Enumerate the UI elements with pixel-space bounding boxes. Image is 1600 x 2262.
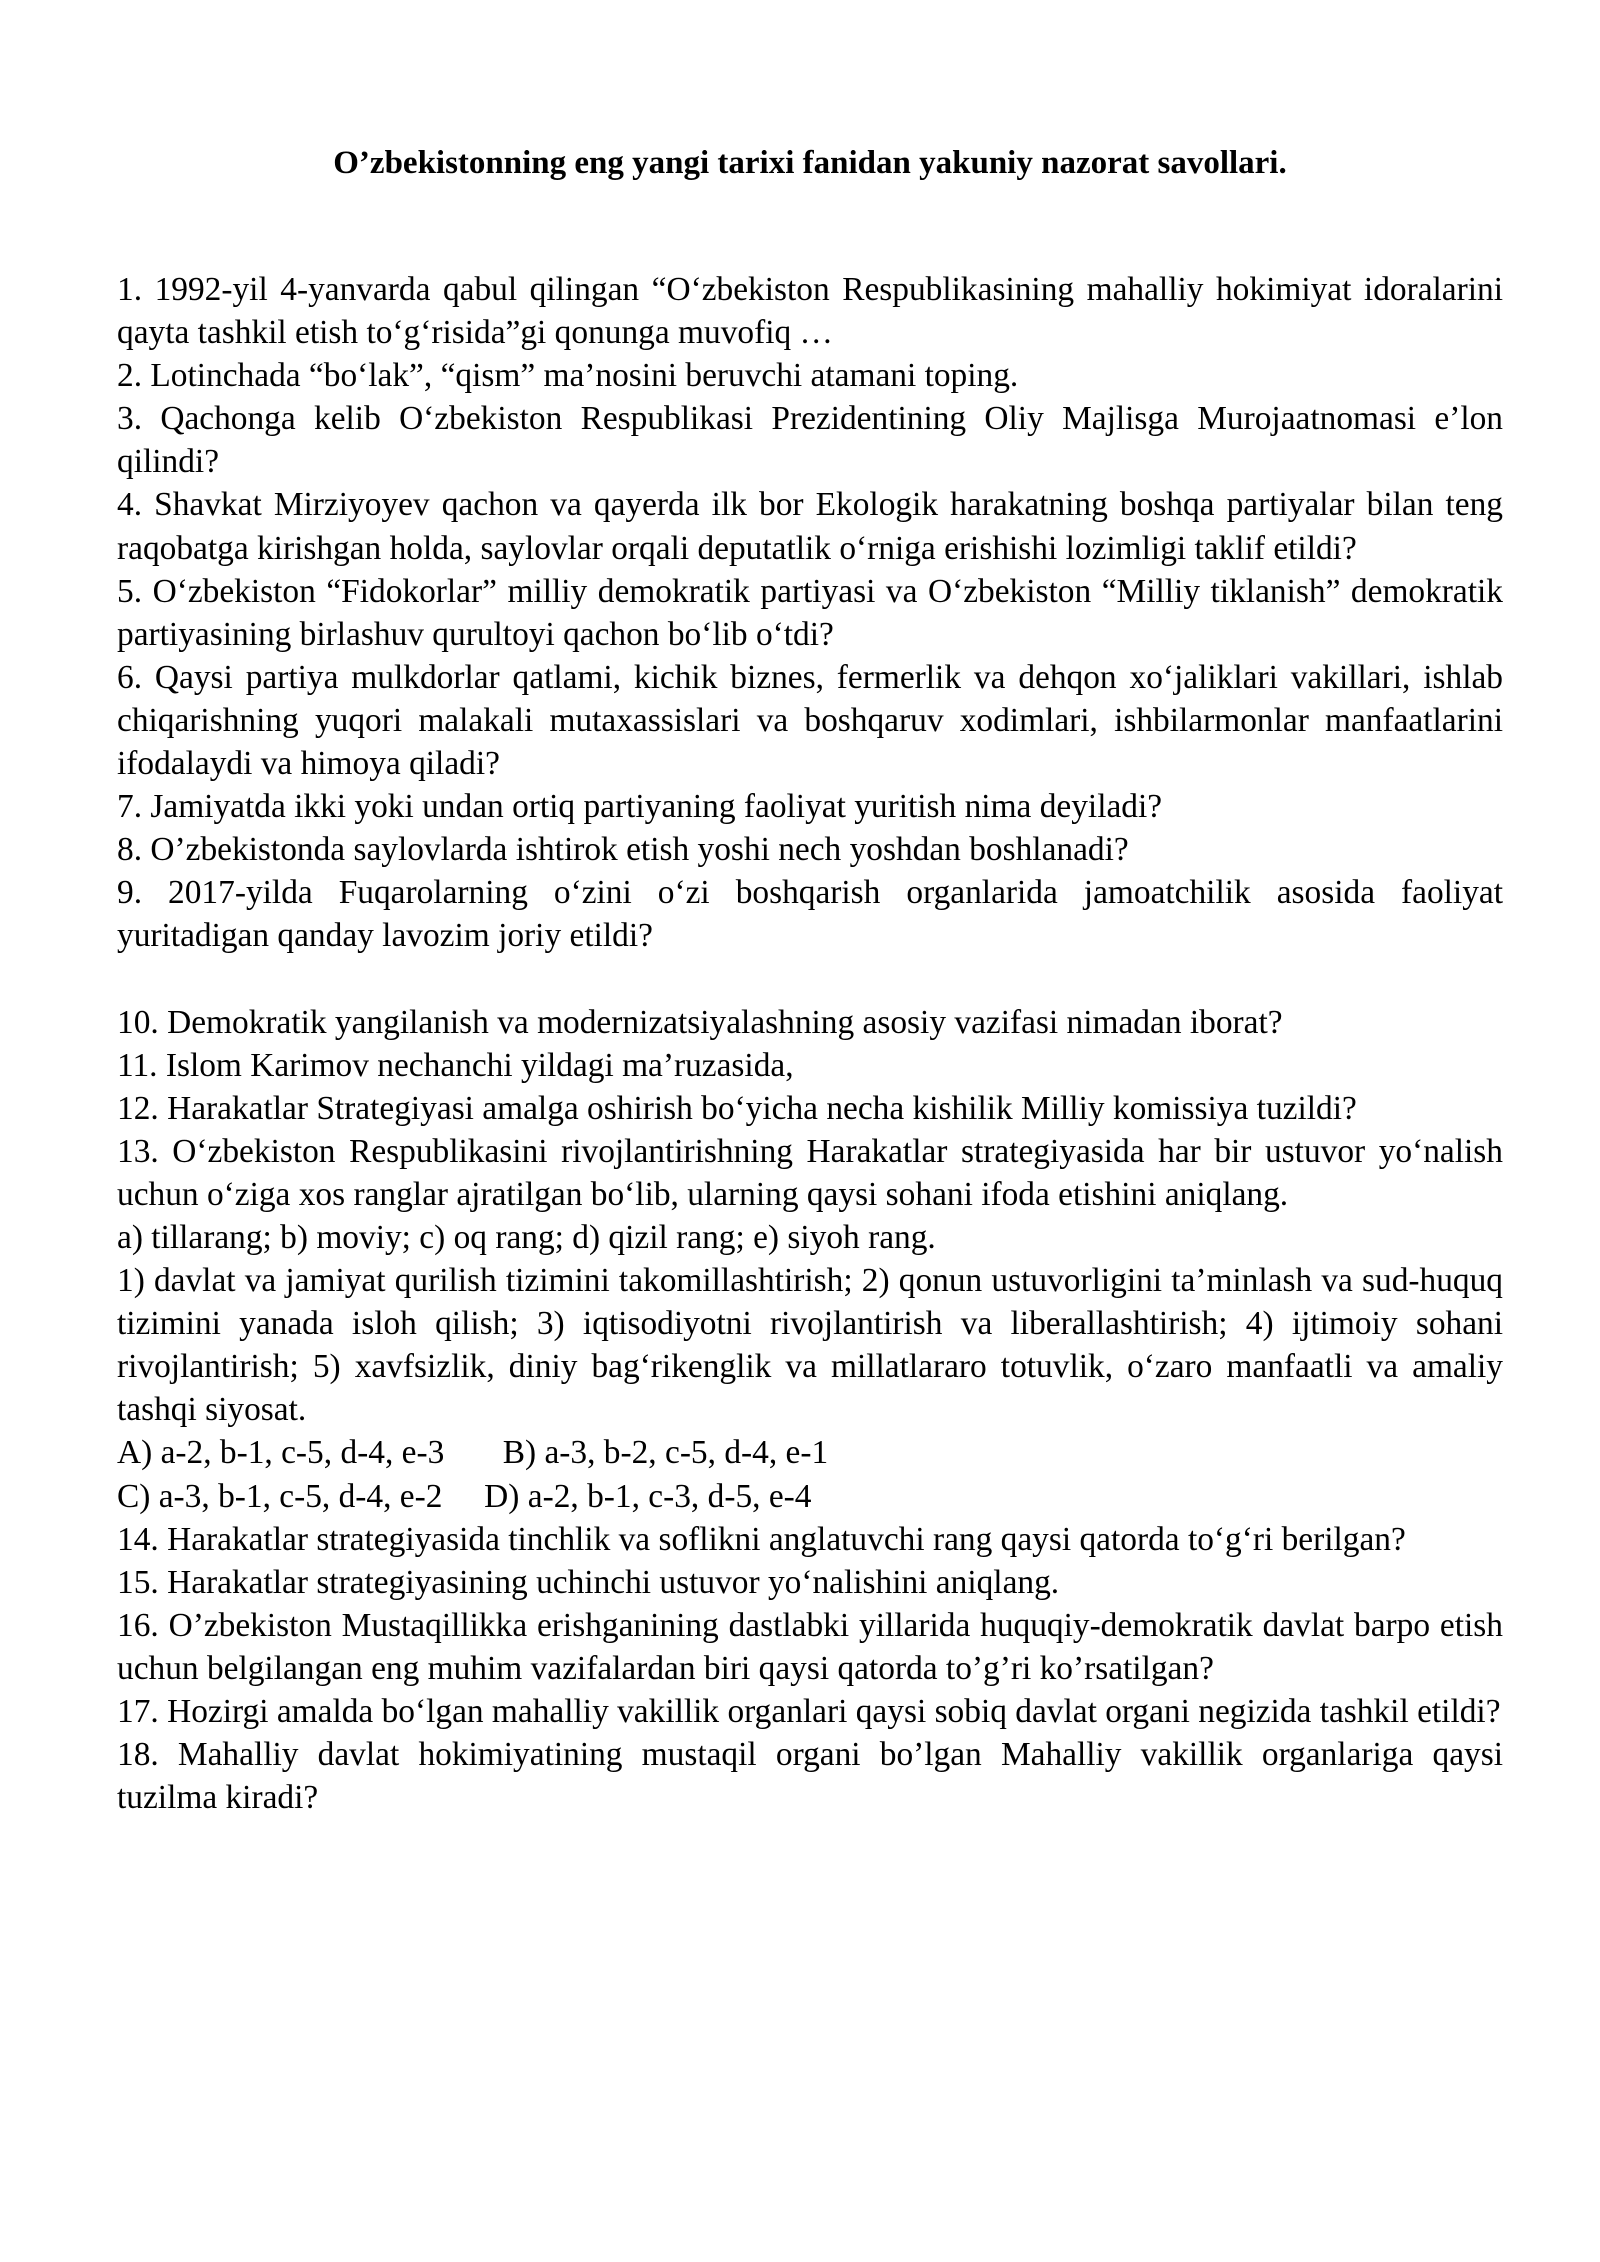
question-4: 4. Shavkat Mirziyoyev qachon va qayerda ilk bor Ekologik harakatning boshqa partiyalar bilan teng raqobatga kirishgan holda, saylovlar orqali deputatlik o‘rniga erishishi lozimligi taklif etildi? xyxy=(117,486,1503,567)
question-18: 18. Mahalliy davlat hokimiyatining mustaqil organi bo’lgan Mahalliy vakillik organlariga qaysi tuzilma kiradi? xyxy=(117,1736,1503,1817)
questions-list xyxy=(117,268,1503,1819)
question-14: 14. Harakatlar strategiyasida tinchlik va soflikni anglatuvchi rang qaysi qatorda to‘g‘ri berilgan? xyxy=(117,1520,1406,1558)
question-6: 6. Qaysi partiya mulkdorlar qatlami, kichik biznes, fermerlik va dehqon xo‘jaliklari vakillari, ishlab chiqarishning yuqori malakali mutaxassislari va boshqaruv xodimlari, ishbilarmonlar manfaatlarini ifodalaydi va himoya qiladi? xyxy=(117,658,1503,783)
question-15: 15. Harakatlar strategiyasining uchinchi ustuvor yo‘nalishini aniqlang. xyxy=(117,1563,1060,1601)
question-8: 8. O’zbekistonda saylovlarda ishtirok etish yoshi nech yoshdan boshlanadi? xyxy=(117,831,1129,869)
question-9: 9. 2017-yilda Fuqarolarning o‘zini o‘zi boshqarish organlarida jamoatchilik asosida faoliyat yuritadigan qanday lavozim joriy etildi? xyxy=(117,874,1503,955)
question-3: 3. Qachonga kelib O‘zbekiston Respublikasi Prezidentining Oliy Majlisga Murojaatnomasi e’lon qilindi? xyxy=(117,400,1503,481)
question-13: 13. O‘zbekiston Respublikasini rivojlantirishning Harakatlar strategiyasida har bir ustuvor yo‘nalish uchun o‘ziga xos ranglar ajratilgan bo‘lib, ularning qaysi sohani ifoda etishini aniqlang. xyxy=(117,1132,1503,1213)
question-13-colors: a) tillarang; b) moviy; c) oq rang; d) qizil rang; e) siyoh rang. xyxy=(117,1218,936,1256)
question-16: 16. O’zbekiston Mustaqillikka erishganining dastlabki yillarida huquqiy-demokratik davlat barpo etish uchun belgilangan eng muhim vazifalardan biri qaysi qatorda to’g’ri ko’rsatilgan? xyxy=(117,1606,1503,1687)
question-2: 2. Lotinchada “bo‘lak”, “qism” ma’nosini beruvchi atamani toping. xyxy=(117,357,1019,395)
question-13-options-ab: A) a-2, b-1, c-5, d-4, e-3 B) a-3, b-2, c-5, d-4, e-1 xyxy=(117,1434,829,1472)
question-5: 5. O‘zbekiston “Fidokorlar” milliy demokratik partiyasi va O‘zbekiston “Milliy tiklanish” demokratik partiyasining birlashuv qurultoyi qachon bo‘lib o‘tdi? xyxy=(117,572,1503,653)
question-12: 12. Harakatlar Strategiyasi amalga oshirish bo‘yicha necha kishilik Milliy komissiya tuzildi? xyxy=(117,1089,1357,1127)
document-title: O’zbekistonning eng yangi tarixi fanidan yakuniy nazorat savollari. xyxy=(333,145,1287,181)
question-10: 10. Demokratik yangilanish va modernizatsiyalashning asosiy vazifasi nimadan iborat? xyxy=(117,1003,1283,1041)
question-13-directions: 1) davlat va jamiyat qurilish tizimini takomillashtirish; 2) qonun ustuvorligini ta’minlash va sud-huquq tizimini yanada isloh qilish; 3) iqtisodiyotni rivojlantirish va liberallashtirish; 4) ijtimoiy sohani rivojlantirish; 5) xavfsizlik, diniy bag‘rikenglik va millatlararo totuvlik, o‘zaro manfaatli va amaliy tashqi siyosat. xyxy=(117,1262,1503,1429)
blank-line xyxy=(117,958,1503,1001)
question-17: 17. Hozirgi amalda bo‘lgan mahalliy vakillik organlari qaysi sobiq davlat organi negizida tashkil etildi? xyxy=(117,1693,1501,1730)
question-13-options-cd: C) a-3, b-1, c-5, d-4, e-2 D) a-2, b-1, c-3, d-5, e-4 xyxy=(117,1477,812,1515)
question-7: 7. Jamiyatda ikki yoki undan ortiq partiyaning faoliyat yuritish nima deyiladi? xyxy=(117,788,1163,826)
question-1: 1. 1992-yil 4-yanvarda qabul qilingan “O‘zbekiston Respublikasining mahalliy hokimiyat idoralarini qayta tashkil etish to‘g‘risida”gi qonunga muvofiq … xyxy=(117,271,1503,352)
question-11: 11. Islom Karimov nechanchi yildagi ma’ruzasida, xyxy=(117,1046,794,1084)
